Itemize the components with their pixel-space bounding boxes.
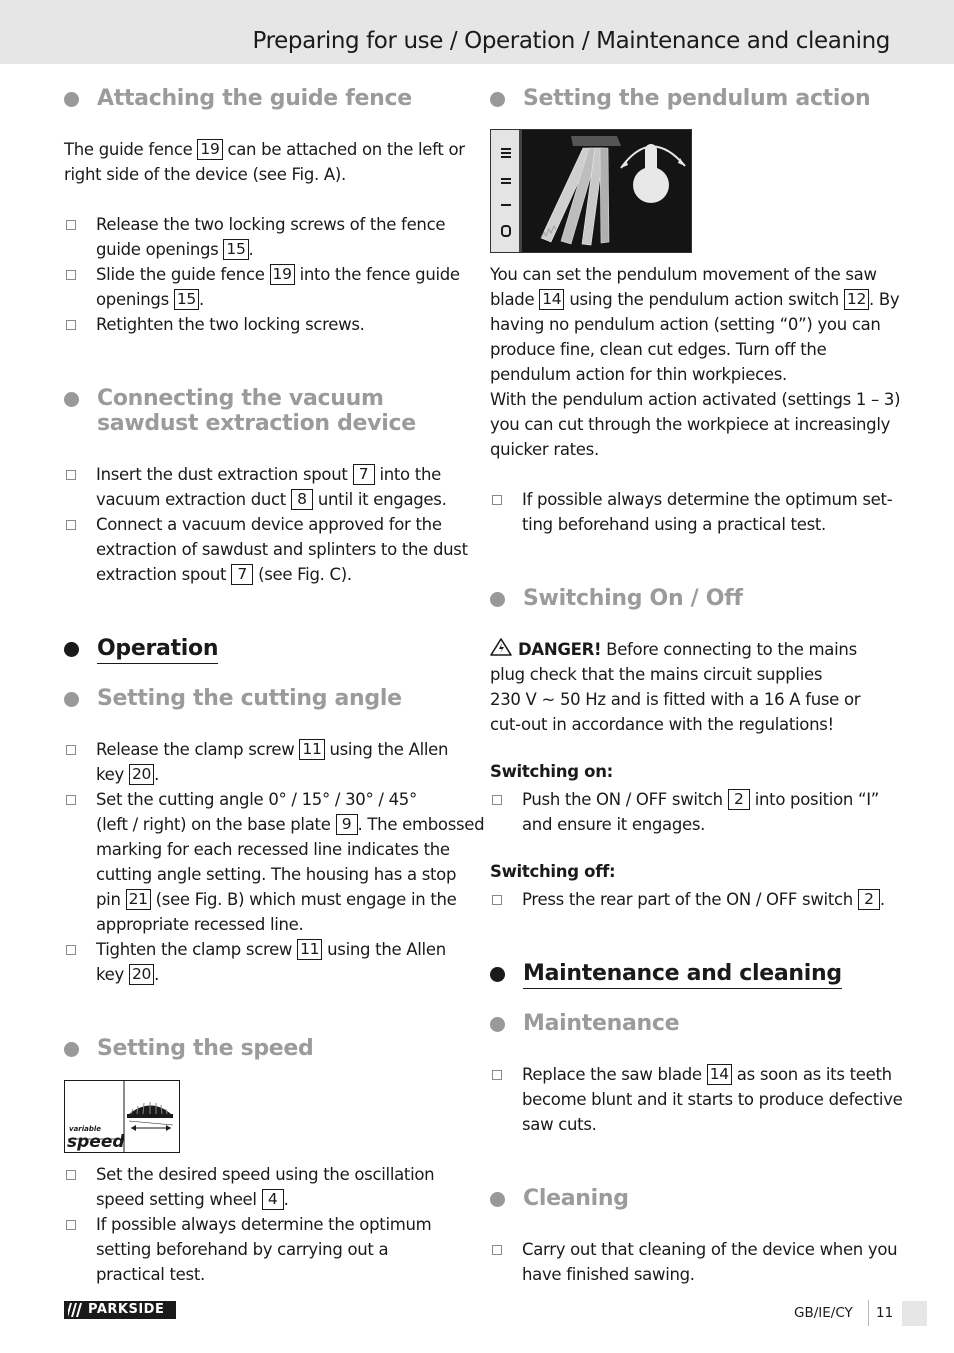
text-segment: you can cut through the workpiece at increasingly bbox=[490, 415, 891, 434]
text-segment: until it engages. bbox=[312, 490, 447, 509]
section-bullet-icon bbox=[490, 592, 505, 607]
pendulum-steps bbox=[490, 487, 893, 537]
text-segment: become blunt and it starts to produce defective bbox=[522, 1090, 903, 1109]
text-segment: speed setting wheel bbox=[96, 1190, 262, 1209]
section-bullet-icon bbox=[490, 92, 505, 107]
text-segment: cutting angle setting. The housing has a stop bbox=[96, 865, 457, 884]
list-item-line bbox=[64, 287, 464, 312]
text-segment: With the pendulum action activated (settings 1 – 3) bbox=[490, 390, 901, 409]
list-item-line bbox=[64, 1162, 464, 1187]
danger-line: 230 V ~ 50 Hz and is fitted with a 16 A fuse or bbox=[490, 690, 861, 709]
list-item-line bbox=[64, 1212, 464, 1237]
list-item-line bbox=[64, 462, 464, 487]
section-title-line: Connecting the vacuum bbox=[97, 386, 384, 411]
switching-off-label: Switching off: bbox=[490, 862, 616, 881]
text-segment: (see Fig. B) which must engage in the bbox=[150, 890, 457, 909]
text-line bbox=[490, 262, 890, 287]
text-segment: Press the rear part of the ON / OFF switch bbox=[522, 890, 858, 909]
text-segment: practical test. bbox=[96, 1265, 205, 1284]
text-segment: pin bbox=[96, 890, 126, 909]
list-item-line bbox=[490, 812, 890, 837]
vacuum-steps bbox=[64, 462, 468, 587]
reference-number: 9 bbox=[336, 814, 358, 835]
text-segment: openings bbox=[96, 290, 174, 309]
text-segment: have finished sawing. bbox=[522, 1265, 695, 1284]
list-item bbox=[64, 262, 464, 312]
text-segment: . The embossed bbox=[357, 815, 485, 834]
list-item-line bbox=[490, 487, 893, 512]
reference-number: 8 bbox=[291, 489, 313, 510]
text-line bbox=[64, 162, 464, 187]
list-item bbox=[64, 1162, 464, 1212]
list-item-line bbox=[490, 787, 890, 812]
section-cleaning bbox=[490, 1186, 629, 1211]
text-segment: . bbox=[154, 765, 160, 784]
section-title: Setting the cutting angle bbox=[97, 686, 402, 711]
text-segment: Set the cutting angle 0° / 15° / 30° / 45° bbox=[96, 790, 417, 809]
text-segment: vacuum extraction duct bbox=[96, 490, 291, 509]
text-segment: pendulum action for thin workpieces. bbox=[490, 365, 787, 384]
pendulum-intro bbox=[490, 262, 901, 462]
speed-label-big: speed bbox=[67, 1132, 125, 1152]
list-item bbox=[64, 212, 464, 262]
reference-number: 21 bbox=[126, 889, 151, 910]
switching-on-steps bbox=[490, 787, 890, 837]
section-title: Attaching the guide fence bbox=[97, 86, 412, 111]
text-segment: . bbox=[248, 240, 254, 259]
danger-label: DANGER! bbox=[518, 640, 602, 659]
chapter-title: Operation bbox=[97, 636, 218, 664]
text-segment: blade bbox=[490, 290, 540, 309]
text-segment: Retighten the two locking screws. bbox=[96, 315, 365, 334]
text-segment: (left / right) on the base plate bbox=[96, 815, 336, 834]
list-item-line bbox=[64, 862, 464, 887]
list-item-line bbox=[64, 262, 464, 287]
section-switching bbox=[490, 586, 743, 611]
maintenance-steps bbox=[490, 1062, 903, 1137]
reference-number: 2 bbox=[728, 789, 750, 810]
variable-speed-icon bbox=[65, 1081, 179, 1152]
text-segment: using the pendulum action switch bbox=[564, 290, 844, 309]
text-segment: marking for each recessed line indicates the bbox=[96, 840, 450, 859]
list-item-line bbox=[64, 562, 464, 587]
list-item-line bbox=[64, 762, 464, 787]
text-segment: . bbox=[198, 290, 204, 309]
list-item-line bbox=[64, 837, 464, 862]
brand-name: PARKSIDE bbox=[88, 1302, 165, 1317]
list-item-line bbox=[490, 1087, 903, 1112]
text-segment: If possible always determine the optimum bbox=[96, 1215, 432, 1234]
text-segment: Replace the saw blade bbox=[522, 1065, 707, 1084]
text-segment: Insert the dust extraction spout bbox=[96, 465, 353, 484]
text-segment: right side of the device (see Fig. A). bbox=[64, 165, 346, 184]
list-item-line bbox=[490, 1237, 898, 1262]
reference-number: 7 bbox=[231, 564, 253, 585]
list-item-line bbox=[64, 312, 464, 337]
reference-number: 2 bbox=[858, 889, 880, 910]
section-bullet-icon bbox=[64, 642, 79, 657]
reference-number: 12 bbox=[844, 289, 869, 310]
list-item bbox=[64, 312, 464, 337]
text-line bbox=[490, 312, 890, 337]
list-item-line bbox=[64, 212, 464, 237]
list-item-line bbox=[64, 737, 464, 762]
text-segment: key bbox=[96, 965, 129, 984]
list-item-line bbox=[64, 912, 464, 937]
text-segment: appropriate recessed line. bbox=[96, 915, 304, 934]
section-maintenance-cleaning bbox=[490, 961, 842, 989]
cleaning-steps bbox=[490, 1237, 898, 1287]
text-segment: and ensure it engages. bbox=[522, 815, 706, 834]
list-item bbox=[64, 1212, 464, 1287]
reference-number: 20 bbox=[129, 764, 154, 785]
text-segment: . bbox=[154, 965, 160, 984]
text-line bbox=[490, 287, 900, 312]
speed-steps bbox=[64, 1162, 464, 1287]
section-bullet-icon bbox=[490, 1017, 505, 1032]
list-item bbox=[490, 487, 893, 537]
text-segment: If possible always determine the optimum set- bbox=[522, 490, 893, 509]
list-item bbox=[64, 787, 485, 937]
list-item-line bbox=[490, 1262, 890, 1287]
section-title: Maintenance bbox=[523, 1011, 680, 1036]
list-item bbox=[490, 887, 890, 912]
danger-line: plug check that the mains circuit supplies bbox=[490, 665, 823, 684]
chapter-title: Maintenance and cleaning bbox=[523, 961, 842, 989]
list-item bbox=[64, 937, 464, 987]
text-segment: extraction spout bbox=[96, 565, 232, 584]
list-item-line bbox=[64, 1262, 464, 1287]
list-item bbox=[490, 1237, 898, 1287]
reference-number: 15 bbox=[174, 289, 199, 310]
section-guide-fence bbox=[64, 86, 412, 111]
text-segment: into the fence guide bbox=[294, 265, 460, 284]
text-segment: (see Fig. C). bbox=[253, 565, 352, 584]
text-segment: can be attached on the left or bbox=[222, 140, 465, 159]
section-speed bbox=[64, 1036, 314, 1061]
warning-triangle-icon bbox=[490, 638, 512, 656]
text-segment: using the Allen bbox=[324, 740, 449, 759]
page-title: Preparing for use / Operation / Maintenance and cleaning bbox=[252, 28, 890, 54]
list-item-line bbox=[64, 937, 464, 962]
reference-number: 4 bbox=[262, 1189, 284, 1210]
section-bullet-icon bbox=[64, 92, 79, 107]
list-item-line bbox=[490, 887, 890, 912]
speed-label-small: variable bbox=[69, 1125, 102, 1133]
parkside-logo bbox=[64, 1301, 176, 1319]
cutting-angle-steps bbox=[64, 737, 485, 987]
text-segment: Slide the guide fence bbox=[96, 265, 270, 284]
list-item bbox=[490, 1062, 903, 1137]
footer-divider bbox=[868, 1300, 869, 1326]
text-segment: into position “I” bbox=[749, 790, 880, 809]
list-item-line bbox=[490, 1062, 890, 1087]
text-segment: Release the clamp screw bbox=[96, 740, 300, 759]
section-operation bbox=[64, 636, 218, 664]
pendulum-switch-icon bbox=[491, 130, 691, 252]
text-segment: produce fine, clean cut edges. Turn off the bbox=[490, 340, 827, 359]
text-line bbox=[490, 362, 890, 387]
text-line bbox=[490, 437, 890, 462]
language-code: GB/IE/CY bbox=[794, 1305, 853, 1321]
section-cutting-angle bbox=[64, 686, 402, 711]
pendulum-figure bbox=[490, 129, 692, 253]
reference-number: 11 bbox=[299, 739, 324, 760]
text-segment: having no pendulum action (setting “0”) you can bbox=[490, 315, 881, 334]
list-item-line bbox=[64, 787, 464, 812]
list-item bbox=[490, 787, 890, 837]
section-title: Setting the speed bbox=[97, 1036, 314, 1061]
text-segment: ting beforehand using a practical test. bbox=[522, 515, 826, 534]
list-item-line bbox=[490, 1112, 890, 1137]
text-segment: Release the two locking screws of the fence bbox=[96, 215, 446, 234]
text-segment: key bbox=[96, 765, 129, 784]
section-bullet-icon bbox=[64, 692, 79, 707]
text-segment: extraction of sawdust and splinters to the dust bbox=[96, 540, 468, 559]
reference-number: 20 bbox=[129, 964, 154, 985]
text-segment: using the Allen bbox=[322, 940, 446, 959]
section-bullet-icon bbox=[490, 1192, 505, 1207]
section-title: Switching On / Off bbox=[523, 586, 743, 611]
section-title: Cleaning bbox=[523, 1186, 629, 1211]
danger-text: Before connecting to the mains bbox=[601, 640, 857, 659]
reference-number: 7 bbox=[353, 464, 375, 485]
reference-number: 19 bbox=[270, 264, 295, 285]
reference-number: 15 bbox=[223, 239, 248, 260]
switching-on-label: Switching on: bbox=[490, 762, 613, 781]
text-segment: saw cuts. bbox=[522, 1115, 597, 1134]
list-item bbox=[64, 512, 468, 587]
text-line bbox=[490, 337, 890, 362]
list-item-line bbox=[64, 237, 464, 262]
reference-number: 14 bbox=[707, 1064, 732, 1085]
reference-number: 14 bbox=[539, 289, 564, 310]
list-item-line bbox=[64, 962, 464, 987]
text-segment: . bbox=[283, 1190, 289, 1209]
text-segment: setting beforehand by carrying out a bbox=[96, 1240, 389, 1259]
section-bullet-icon bbox=[64, 392, 79, 407]
page-number: 11 bbox=[876, 1305, 894, 1321]
text-line bbox=[64, 137, 464, 162]
text-segment: as soon as its teeth bbox=[731, 1065, 892, 1084]
text-segment: Tighten the clamp screw bbox=[96, 940, 298, 959]
section-vacuum bbox=[64, 386, 416, 436]
text-segment: You can set the pendulum movement of the saw bbox=[490, 265, 877, 284]
text-segment: guide openings bbox=[96, 240, 224, 259]
switching-off-steps bbox=[490, 887, 890, 912]
section-title-line: sawdust extraction device bbox=[97, 411, 416, 436]
text-segment: Set the desired speed using the oscillation bbox=[96, 1165, 435, 1184]
list-item-line bbox=[64, 512, 464, 537]
list-item-line bbox=[490, 512, 890, 537]
guide-fence-intro bbox=[64, 137, 464, 187]
variable-speed-figure bbox=[64, 1080, 180, 1153]
section-bullet-icon bbox=[490, 967, 505, 982]
section-maintenance bbox=[490, 1011, 679, 1036]
list-item-line bbox=[64, 1237, 464, 1262]
list-item-line bbox=[64, 537, 468, 562]
list-item bbox=[64, 737, 464, 787]
list-item-line bbox=[64, 487, 464, 512]
section-bullet-icon bbox=[64, 1042, 79, 1057]
danger-line bbox=[490, 637, 890, 662]
list-item bbox=[64, 462, 464, 512]
guide-fence-steps bbox=[64, 212, 464, 337]
text-segment: . bbox=[879, 890, 885, 909]
list-item-line bbox=[64, 887, 464, 912]
text-segment: into the bbox=[374, 465, 441, 484]
footer-tab-marker bbox=[902, 1301, 927, 1326]
text-segment: The guide fence bbox=[64, 140, 198, 159]
logo-stripes-icon bbox=[68, 1303, 84, 1317]
section-title bbox=[97, 386, 416, 436]
list-item-line bbox=[64, 1187, 464, 1212]
text-line bbox=[490, 387, 901, 412]
danger-line: cut-out in accordance with the regulations! bbox=[490, 715, 834, 734]
text-segment: quicker rates. bbox=[490, 440, 599, 459]
list-item-line bbox=[64, 812, 485, 837]
text-segment: . By bbox=[869, 290, 900, 309]
danger-notice bbox=[490, 637, 890, 737]
text-segment: Push the ON / OFF switch bbox=[522, 790, 728, 809]
reference-number: 19 bbox=[197, 139, 222, 160]
text-line bbox=[490, 412, 890, 437]
text-segment: Carry out that cleaning of the device when you bbox=[522, 1240, 898, 1259]
reference-number: 11 bbox=[297, 939, 322, 960]
section-title: Setting the pendulum action bbox=[523, 86, 871, 111]
text-segment: Connect a vacuum device approved for the bbox=[96, 515, 442, 534]
section-pendulum bbox=[490, 86, 870, 111]
